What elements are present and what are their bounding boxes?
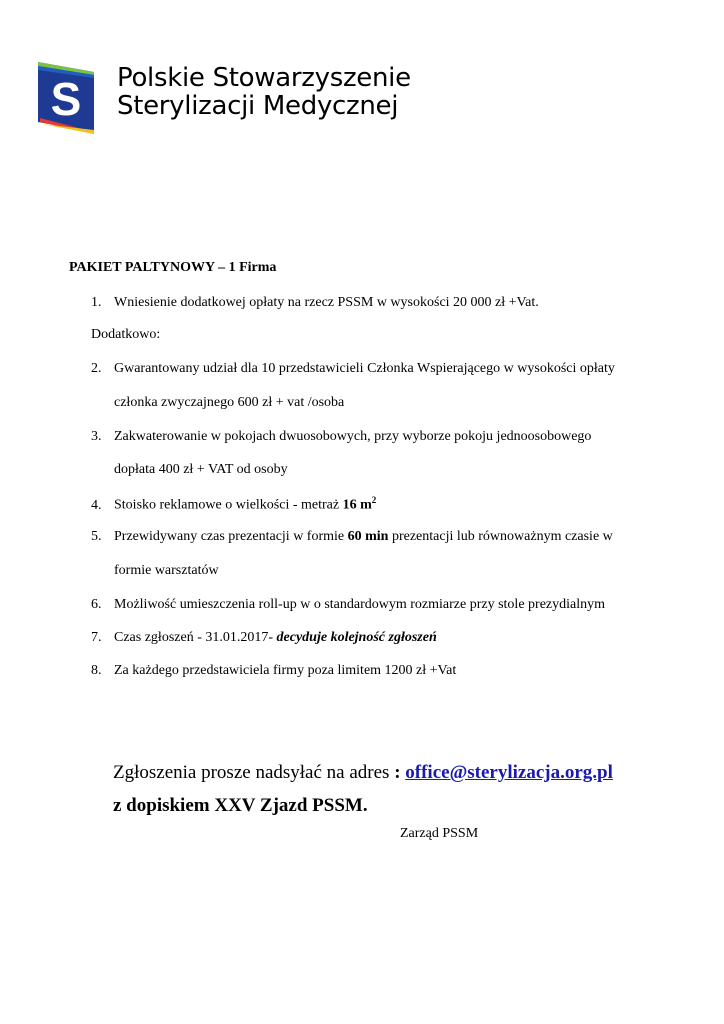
list-item-2-cont: członka zwyczajnego 600 zł + vat /osoba xyxy=(114,395,345,410)
list-item-8 xyxy=(91,663,456,679)
item-text-pre: Przewidywany czas prezentacji w formie xyxy=(114,529,348,544)
list-item-3-cont: dopłata 400 zł + VAT od osoby xyxy=(114,462,288,477)
list-item-6 xyxy=(91,597,605,613)
item-number: 7. xyxy=(91,630,102,645)
item-number: 4. xyxy=(91,497,102,513)
list-item-3 xyxy=(91,429,591,445)
list-item-1 xyxy=(91,295,539,311)
item-number: 3. xyxy=(91,429,102,444)
item-text: Za każdego przedstawiciela firmy poza limitem 1200 zł +Vat xyxy=(114,663,457,678)
list-item-2 xyxy=(91,361,615,377)
logo-letter: S xyxy=(50,73,82,125)
pssm-logo-icon xyxy=(36,60,98,134)
item-number: 5. xyxy=(91,529,102,544)
logo-line-1: Polskie Stowarzyszenie xyxy=(117,63,411,93)
item-number: 6. xyxy=(91,597,102,612)
contact-prefix: Zgłoszenia prosze nadsyłać na adres xyxy=(113,762,395,783)
item-bold: 16 m xyxy=(342,497,372,513)
item-text: Zakwaterowanie w pokojach dwuosobowych, przy wyborze pokoju jednoosobowego xyxy=(114,429,592,444)
logo-line-2: Sterylizacji Medycznej xyxy=(117,91,399,121)
email-link[interactable]: office@sterylizacja.org.pl xyxy=(405,762,613,783)
item-text-post: prezentacji lub równoważnym czasie w xyxy=(388,529,613,544)
item-number: 8. xyxy=(91,663,102,678)
item-text: Stoisko reklamowe o wielkości - metraż xyxy=(114,497,343,513)
item-sup: 2 xyxy=(371,495,377,505)
contact-line xyxy=(113,762,613,784)
list-item-4 xyxy=(91,495,376,514)
item-text: Gwarantowany udział dla 10 przedstawicieli Członka Wspierającego w wysokości opłaty xyxy=(114,361,615,376)
list-item-7 xyxy=(91,630,437,646)
item-number: 2. xyxy=(91,361,102,376)
logo-text xyxy=(117,64,411,120)
item-text: Możliwość umieszczenia roll-up w o standardowym rozmiarze przy stole prezydialnym xyxy=(114,597,606,612)
item-number: 1. xyxy=(91,295,102,310)
signature: Zarząd PSSM xyxy=(400,826,479,841)
item-text: Czas zgłoszeń - 31.01.2017- xyxy=(114,630,277,645)
dodatkowo-label: Dodatkowo: xyxy=(91,327,161,342)
item-emphasis: decyduje kolejność zgłoszeń xyxy=(276,630,437,645)
list-item-5-cont: formie warsztatów xyxy=(114,563,219,578)
contact-note: z dopiskiem XXV Zjazd PSSM. xyxy=(113,795,368,816)
contact-separator: : xyxy=(394,762,406,783)
item-bold: 60 min xyxy=(347,529,389,544)
package-title: PAKIET PALTYNOWY – 1 Firma xyxy=(69,260,277,275)
item-text: Wniesienie dodatkowej opłaty na rzecz PSSM w wysokości 20 000 zł +Vat. xyxy=(114,295,539,310)
list-item-5 xyxy=(91,529,613,545)
